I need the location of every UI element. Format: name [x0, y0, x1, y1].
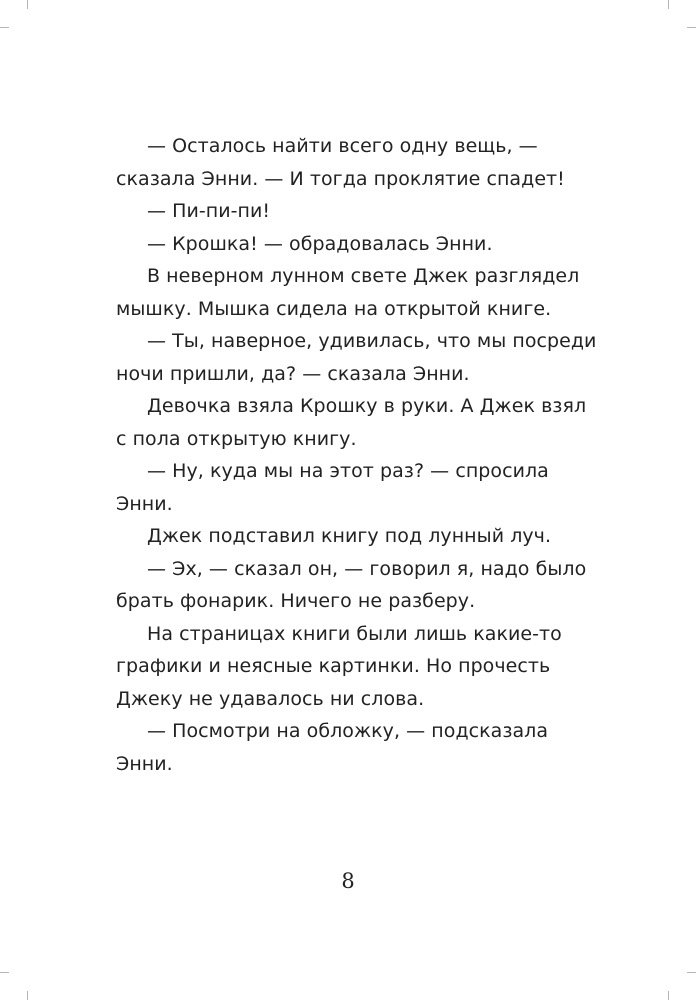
- text-line: — Пи-пи-пи!: [147, 200, 271, 222]
- crop-mark-bottom-left-vertical: [27, 991, 28, 1000]
- crop-mark-top-right-vertical: [668, 0, 669, 9]
- crop-mark-bottom-right-vertical: [668, 991, 669, 1000]
- text-line: — Ну, куда мы на этот раз? — спросила: [147, 460, 549, 482]
- crop-mark-top-right: [687, 27, 696, 28]
- text-line: — Осталось найти всего одну вещь, —: [147, 135, 538, 157]
- text-line: сказала Энни. — И тогда проклятие спадет!: [116, 167, 565, 190]
- text-line: — Эх, — сказал он, — говорил я, надо было: [147, 557, 587, 580]
- text-line: — Крошка! — обрадовалась Энни.: [147, 232, 493, 255]
- crop-mark-top-left: [0, 27, 9, 28]
- crop-mark-top-left-vertical: [27, 0, 28, 9]
- page-text: [116, 130, 596, 780]
- text-line: Энни.: [116, 492, 173, 515]
- text-line: ночи пришли, да? — сказала Энни.: [116, 362, 470, 385]
- text-line: — Ты, наверное, удивилась, что мы посреди: [147, 330, 597, 352]
- text-line: Девочка взяла Крошку в руки. А Джек взял: [147, 395, 587, 417]
- text-line: Джеку не удавалось ни слова.: [116, 687, 425, 710]
- text-line: брать фонарик. Ничего не разберу.: [116, 590, 476, 612]
- text-line: с пола открытую книгу.: [116, 427, 357, 450]
- text-line: На страницах книги были лишь какие-то: [147, 622, 562, 645]
- text-line: — Посмотри на обложку, — подсказала: [147, 720, 549, 742]
- text-line: В неверном лунном свете Джек разглядел: [147, 265, 580, 287]
- crop-mark-bottom-right: [687, 972, 696, 973]
- text-line: Джек подставил книгу под лунный луч.: [147, 525, 552, 547]
- text-line: графики и неясные картинки. Но прочесть: [116, 655, 551, 677]
- text-line: Энни.: [116, 752, 173, 775]
- page-number: 8: [341, 869, 355, 893]
- text-line: мышку. Мышка сидела на открытой книге.: [116, 297, 552, 320]
- crop-mark-bottom-left: [0, 972, 9, 973]
